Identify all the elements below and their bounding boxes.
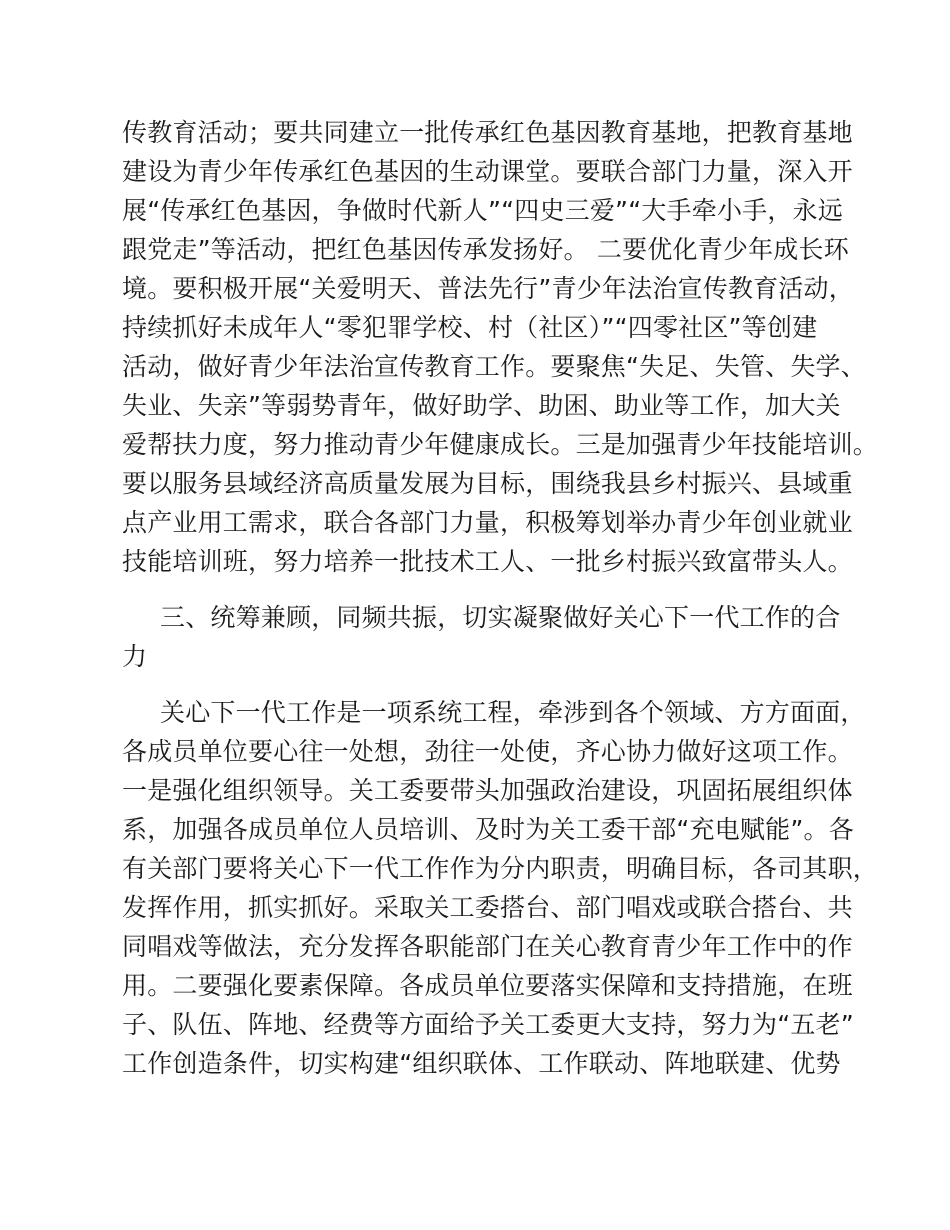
paragraph-1-line-2: 建设为青少年传承红色基因的生动课堂。要联合部门力量，深入开 [122, 157, 853, 186]
paragraph-1-line-4: 跟党走”等活动，把红色基因传承发扬好。 二要优化青少年成长环 [122, 235, 849, 264]
paragraph-1-line-7: 活动，做好青少年法治宣传教育工作。要聚焦“失足、失管、失学、 [122, 352, 866, 381]
paragraph-2-line-5: 有关部门要将关心下一代工作作为分内职责，明确目标，各司其职， [122, 854, 879, 883]
paragraph-2-line-2: 各成员单位要心往一处想，劲往一处使，齐心协力做好这项工作。 [122, 737, 853, 766]
paragraph-2-line-1: 关心下一代工作是一项系统工程，牵涉到各个领域、方方面面， [160, 698, 866, 727]
paragraph-2-line-9: 子、队伍、阵地、经费等方面给予关工委更大支持，努力为“五老” [122, 1010, 854, 1039]
paragraph-2-line-10: 工作创造条件，切实构建“组织联体、工作联动、阵地联建、优势 [122, 1049, 841, 1078]
section-heading-3: 三、统筹兼顾，同频共振，切实凝聚做好关心下一代工作的合 [160, 603, 841, 632]
paragraph-2-line-6: 发挥作用，抓实抓好。采取关工委搭台、部门唱戏或联合搭台、共 [122, 893, 853, 922]
paragraph-2-line-3: 一是强化组织领导。关工委要带头加强政治建设，巩固拓展组织体 [122, 776, 853, 805]
paragraph-2-line-8: 用。二要强化要素保障。各成员单位要落实保障和支持措施，在班 [122, 971, 853, 1000]
paragraph-1-line-6: 持续抓好未成年人“零犯罪学校、村（社区）”“四零社区”等创建 [122, 313, 818, 342]
paragraph-1-line-9: 爱帮扶力度，努力推动青少年健康成长。三是加强青少年技能培训。 [122, 430, 879, 459]
paragraph-1-line-12: 技能培训班，努力培养一批技术工人、一批乡村振兴致富带头人。 [122, 547, 853, 576]
paragraph-1-line-3: 展“传承红色基因，争做时代新人”“四史三爱”“大手牵小手，永远 [122, 196, 843, 225]
paragraph-2-line-4: 系，加强各成员单位人员培训、及时为关工委干部“充电赋能”。各 [122, 815, 854, 844]
paragraph-2-line-7: 同唱戏等做法，充分发挥各职能部门在关心教育青少年工作中的作 [122, 932, 853, 961]
paragraph-1-line-11: 点产业用工需求，联合各部门力量，积极筹划举办青少年创业就业 [122, 508, 853, 537]
section-heading-3-continued: 力 [122, 642, 148, 671]
paragraph-1-line-1: 传教育活动；要共同建立一批传承红色基因教育基地，把教育基地 [122, 118, 853, 147]
paragraph-1-line-5: 境。要积极开展“关爱明天、普法先行”青少年法治宣传教育活动， [122, 274, 854, 303]
paragraph-1-line-8: 失业、失亲”等弱势青年，做好助学、助困、助业等工作，加大关 [122, 391, 841, 420]
paragraph-1-line-10: 要以服务县域经济高质量发展为目标，围绕我县乡村振兴、县域重 [122, 469, 853, 498]
